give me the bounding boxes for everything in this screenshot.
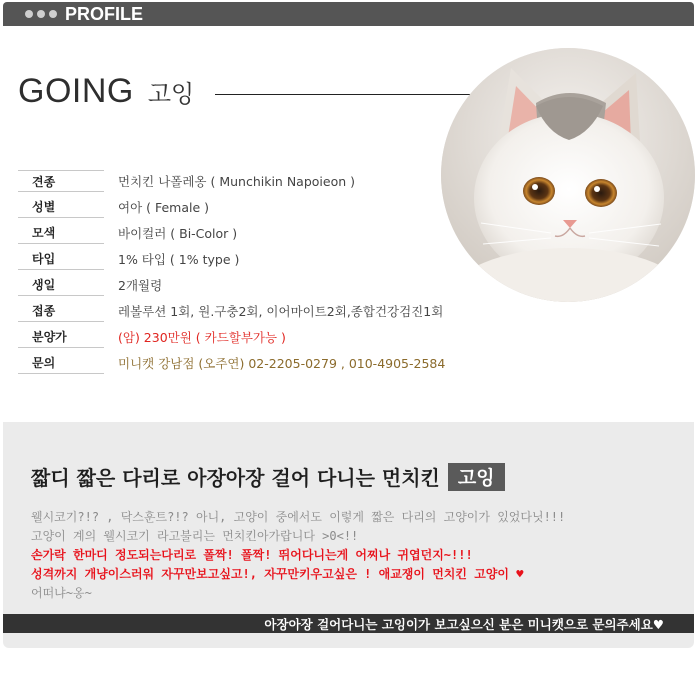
- info-row-price: [18, 324, 488, 350]
- info-value: 미니캣 강남점 (오주연) 02-2205-0279 , 010-4905-2584: [118, 356, 446, 371]
- info-label: 분양가: [18, 326, 104, 348]
- info-row-color: [18, 220, 488, 246]
- info-row-sex: [18, 194, 488, 220]
- dots-icon: [25, 10, 57, 18]
- info-label: 성별: [18, 196, 104, 218]
- info-label: 모색: [18, 222, 104, 244]
- info-value: 여아 ( Female ): [118, 200, 210, 215]
- info-value: 레볼루션 1회, 원.구충2회, 이어마이트2회,종합건강검진1회: [118, 304, 444, 319]
- header-bar: [3, 2, 694, 26]
- profile-info-table: [18, 168, 488, 376]
- promo-footer-bar: [3, 614, 694, 633]
- info-label: 문의: [18, 352, 104, 374]
- promo-headline-text: 짧디 짧은 다리로 아장아장 걸어 다니는 먼치킨: [31, 466, 440, 490]
- info-value: 1% 타입 ( 1% type ): [118, 252, 240, 267]
- info-row-age: [18, 272, 488, 298]
- promo-line: 웰시코기?!? , 닥스훈트?!? 아니, 고양이 중에서도 이렇게 짧은 다리의 고양이가 있었다닛!!!: [31, 510, 566, 524]
- info-label: 접종: [18, 300, 104, 322]
- pet-name-ko: 고잉: [147, 80, 195, 108]
- promo-line: 손가락 한마디 정도되는다리로 폴짝! 폴짝! 뛰어다니는게 어찌나 귀엽던지~!!!: [31, 548, 473, 562]
- info-value: (암) 230만원 ( 카드할부가능 ): [118, 330, 286, 345]
- info-label: 견종: [18, 170, 104, 192]
- info-row-vaccination: [18, 298, 488, 324]
- promo-line: 성격까지 개냥이스러워 자꾸만보고싶고!, 자꾸만키우고싶은 ! 애교쟁이 먼치킨 고양이 ♥: [31, 567, 524, 581]
- promo-name-badge: 고잉: [448, 463, 505, 491]
- info-value: 2개월령: [118, 278, 163, 293]
- info-row-type: [18, 246, 488, 272]
- pet-name-en: GOING: [18, 72, 134, 110]
- info-value: 먼치킨 나폴레옹 ( Munchikin Napoieon ): [118, 174, 356, 189]
- title-divider: [215, 94, 470, 95]
- promo-headline: [31, 462, 505, 491]
- promo-footer-text: 아장아장 걸어다니는 고잉이가 보고싶으신 분은 미니캣으로 문의주세요♥: [264, 616, 664, 632]
- info-label: 타입: [18, 248, 104, 270]
- info-row-breed: [18, 168, 488, 194]
- header-title: PROFILE: [65, 3, 144, 24]
- info-value: 바이컬러 ( Bi-Color ): [118, 226, 238, 241]
- info-row-contact: [18, 350, 488, 376]
- pet-title: [18, 72, 194, 111]
- promo-section: [3, 422, 694, 648]
- promo-line: 어떠냐~옹~: [31, 586, 92, 600]
- info-label: 생일: [18, 274, 104, 296]
- promo-description: [31, 508, 671, 603]
- promo-line: 고양이 계의 웰시코기 라고불리는 먼치킨아가랍니다 >0<!!: [31, 529, 359, 543]
